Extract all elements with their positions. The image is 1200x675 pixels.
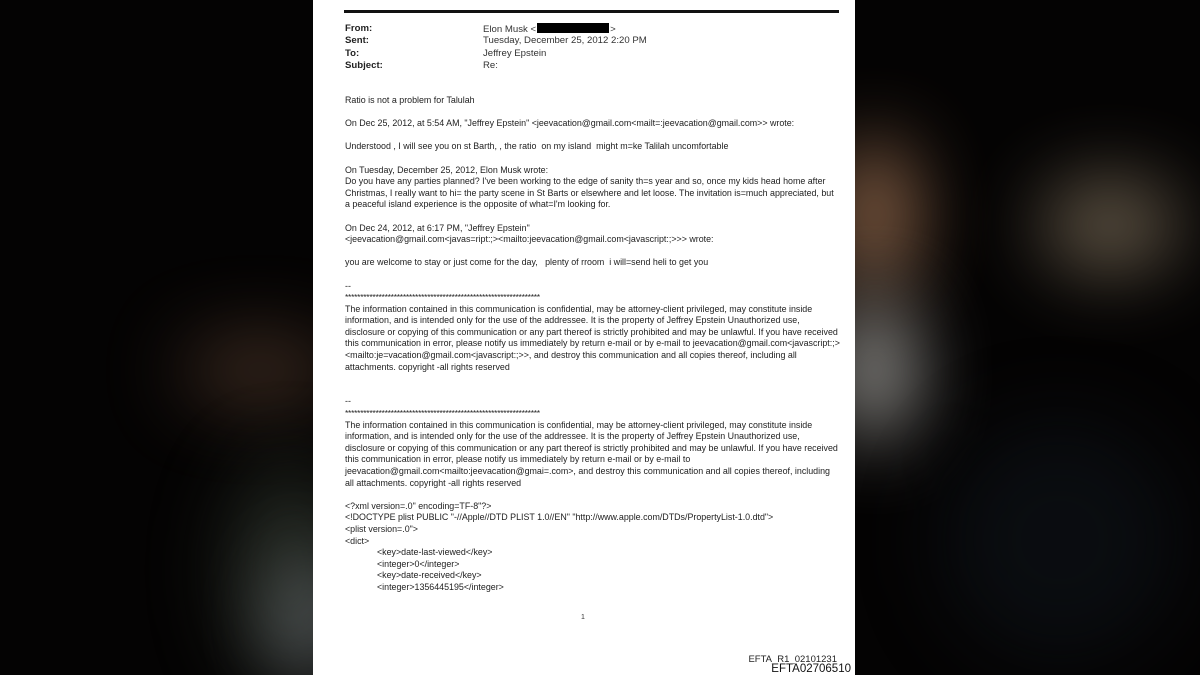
xml-indented-line: <key>date-last-viewed</key>: [377, 547, 493, 558]
subject-row: [345, 60, 647, 72]
document-page: [313, 0, 855, 675]
signature-stars-2: ****************************************************************: [345, 408, 540, 419]
quote2-text: Do you have any parties planned? I've been working to the edge of sanity th=s year and so, once my kids head home after Christmas, I really want to hi= the party scene in St Barts or elsewhere and let loose. The invitation is=much appreciated, but a peaceful island experience is the opposite of what=I'm looking for.: [345, 176, 837, 210]
xml-line: <!DOCTYPE plist PUBLIC "-//Apple//DTD PLIST 1.0//EN" "http://www.apple.com/DTDs/PropertyList-1.0.dtd">: [345, 512, 774, 523]
xml-line: <?xml version=.0" encoding=TF-8"?>: [345, 500, 492, 511]
signature-dash-2: --: [345, 396, 351, 407]
quote2-header: On Tuesday, December 25, 2012, Elon Musk wrote:: [345, 164, 549, 175]
reply-text: Ratio is not a problem for Talulah: [345, 95, 475, 105]
from-name: Elon Musk <: [483, 24, 537, 35]
subject-value: Re:: [483, 59, 498, 71]
to-row: [345, 48, 647, 60]
xml-indented-line: <integer>1356445195</integer>: [377, 581, 504, 592]
from-row: [345, 23, 647, 35]
signature-stars: ****************************************************************: [345, 292, 540, 303]
quote1-header: On Dec 25, 2012, at 5:54 AM, "Jeffrey Epstein" <jeevacation@gmail.com<mailt=:jeevacation@gmail.com>> wrote:: [345, 118, 795, 129]
sent-label: Sent:: [345, 35, 369, 47]
quote3-header-line2: <jeevacation@gmail.com<javas=ript:;><mailto:jeevacation@gmail.com<javascript:;>>> wrote:: [345, 234, 714, 245]
subject-label: Subject:: [345, 59, 383, 71]
quote1-text: Understood , I will see you on st Barth, , the ratio on my island might m=ke Talilah uncomfortable: [345, 141, 729, 152]
quote3-text: you are welcome to stay or just come for the day, plenty of rroom i will=send heli to get you: [345, 257, 709, 268]
email-body: [345, 95, 840, 594]
bates-number-large: EFTA02706510: [771, 663, 851, 675]
email-header: [345, 23, 647, 72]
from-bracket: >: [610, 24, 616, 35]
signature-dash: --: [345, 280, 351, 291]
page-number: 1: [581, 614, 585, 621]
xml-indented-line: <integer>0</integer>: [377, 558, 460, 569]
disclaimer-2: The information contained in this communication is confidential, may be attorney-client privileged, may constitute inside information, and is intended only for the use of the addressee. It is the property of Jeffrey Epstein Unauthorized use, disclosure or copying of this communication or any part thereof is strictly prohibited and may be unlawful. If you have received this communication in error, please notify us immediately by return e-mail or by e-mail to jeevacation@gmail.com<mailto:jeevacation@gmai=.com>, and destroy this communication and all copies thereof, including all attachments. copyright -all rights reserved: [345, 419, 841, 488]
from-value: [483, 23, 616, 35]
disclaimer-1: The information contained in this communication is confidential, may be attorney-client privileged, may constitute inside information, and is intended only for the use of the addressee. It is the property of Jeffrey Epstein Unauthorized use, disclosure or copying of this communication or any part thereof is strictly prohibited and may be unlawful. If you have received this communication in error, please notify us immediately by return e-mail or by e-mail to jeevacation@gmail.com<javascript:;><mailto:je=vacation@gmail.com<javascript:;>>, and destroy this communication and all copies thereof, including all attachments. copyright -all rights reserved: [345, 303, 841, 372]
xml-line: <dict>: [345, 535, 370, 546]
quote3-header-line1: On Dec 24, 2012, at 6:17 PM, "Jeffrey Epstein": [345, 222, 530, 233]
sent-value: Tuesday, December 25, 2012 2:20 PM: [483, 35, 647, 47]
background-glow: [1040, 180, 1180, 270]
to-label: To:: [345, 47, 360, 59]
background-glow: [940, 420, 1180, 660]
sent-row: [345, 35, 647, 47]
xml-indented-line: <key>date-received</key>: [377, 570, 482, 581]
to-value: Jeffrey Epstein: [483, 47, 547, 59]
bates-number-small: EFTA_R1_02101231: [748, 654, 837, 665]
header-rule: [344, 10, 839, 13]
xml-line: <plist version=.0">: [345, 523, 418, 534]
redaction-bar: [537, 23, 609, 33]
from-label: From:: [345, 23, 373, 34]
